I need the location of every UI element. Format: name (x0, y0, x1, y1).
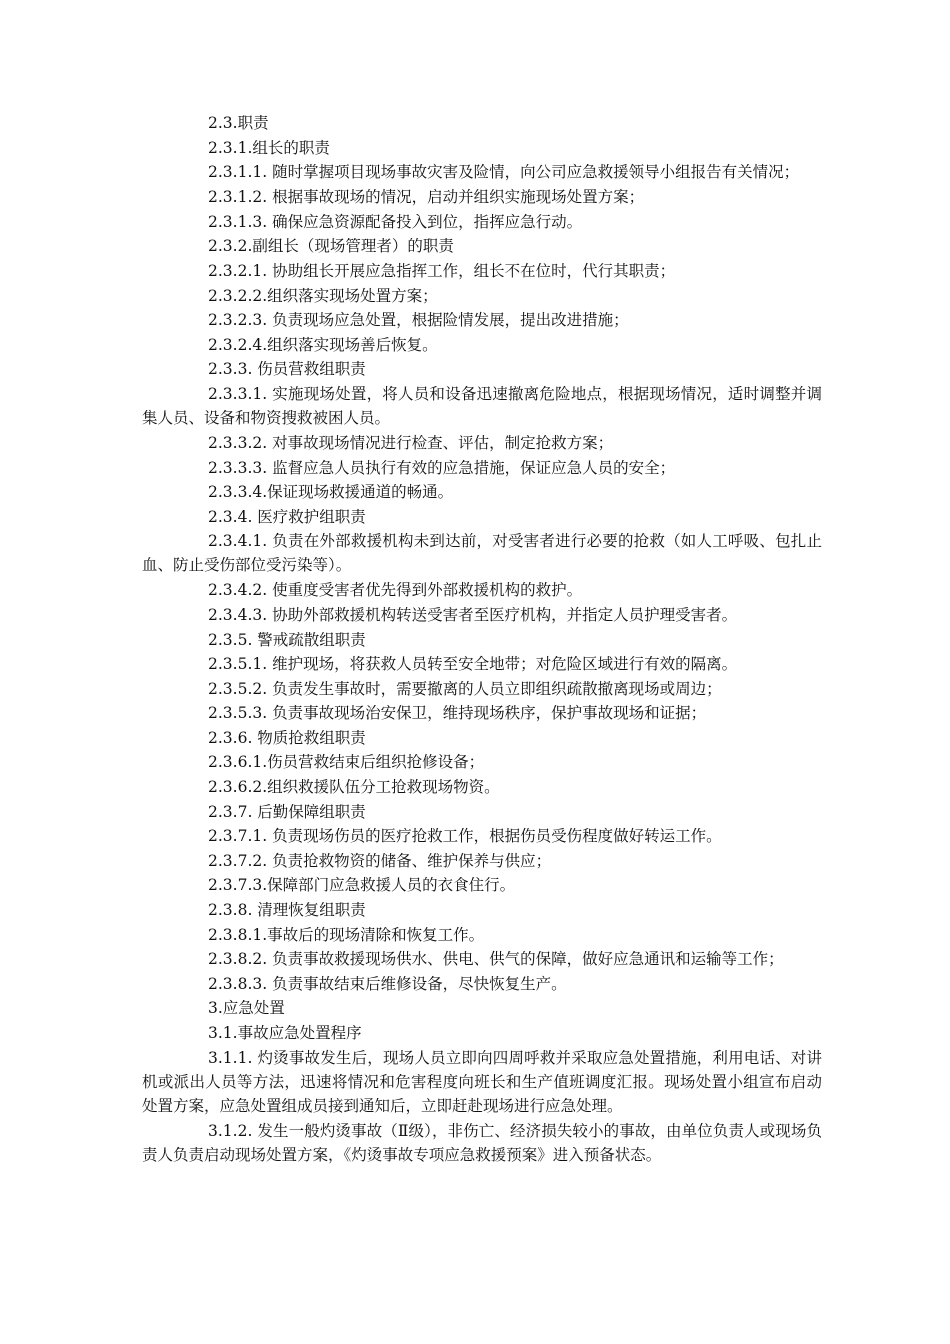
subsection-heading-2-3-6: 2.3.6. 物质抢救组职责 (208, 728, 366, 747)
paragraph-2-3-1-3: 2.3.1.3. 确保应急资源配备投入到位，指挥应急行动。 (208, 212, 583, 231)
subsection-heading-2-3-8: 2.3.8. 清理恢复组职责 (208, 901, 366, 920)
paragraph-2-3-2-1: 2.3.2.1. 协助组长开展应急指挥工作，组长不在位时，代行其职责； (208, 261, 676, 280)
paragraph-2-3-7-1: 2.3.7.1. 负责现场伤员的医疗抢救工作，根据伤员受伤程度做好转运工作。 (208, 827, 722, 846)
paragraph-2-3-4-1: 2.3.4.1. 负责在外部救援机构未到达前，对受害者进行必要的抢救（如人工呼吸、包扎止血、防止受伤部位受污染等）。 (142, 532, 822, 575)
paragraph-2-3-1-1: 2.3.1.1. 随时掌握项目现场事故灾害及险情，向公司应急救援领导小组报告有关情况； (208, 163, 800, 182)
paragraph-3-1-2: 3.1.2. 发生一般灼烫事故（Ⅱ级），非伤亡、经济损失较小的事故，由单位负责人或现场负责人负责启动现场处置方案，《灼烫事故专项应急救援预案》进入预备状态。 (142, 1121, 822, 1164)
subsection-heading-2-3-3: 2.3.3. 伤员营救组职责 (208, 360, 366, 379)
paragraph-2-3-3-2: 2.3.3.2. 对事故现场情况进行检查、评估，制定抢救方案； (208, 433, 614, 452)
paragraph-2-3-5-3: 2.3.5.3. 负责事故现场治安保卫，维持现场秩序，保护事故现场和证据； (208, 704, 707, 723)
paragraph-2-3-3-3: 2.3.3.3. 监督应急人员执行有效的应急措施，保证应急人员的安全； (208, 458, 676, 477)
paragraph-2-3-5-2: 2.3.5.2. 负责发生事故时，需要撤离的人员立即组织疏散撤离现场或周边； (208, 679, 722, 698)
paragraph-2-3-7-2: 2.3.7.2. 负责抢救物资的储备、维护保养与供应； (208, 851, 552, 870)
subsection-heading-3-1: 3.1.事故应急处置程序 (208, 1024, 362, 1042)
subsection-heading-2-3-1: 2.3.1.组长的职责 (208, 138, 330, 157)
section-heading-2-3: 2.3.职责 (208, 114, 269, 132)
subsection-heading-2-3-2: 2.3.2.副组长（现场管理者）的职责 (208, 237, 454, 256)
paragraph-2-3-1-2: 2.3.1.2. 根据事故现场的情况，启动并组织实施现场处置方案； (208, 188, 645, 207)
paragraph-2-3-8-3: 2.3.8.3. 负责事故结束后维修设备，尽快恢复生产。 (208, 974, 567, 993)
paragraph-2-3-8-2: 2.3.8.2. 负责事故救援现场供水、供电、供气的保障，做好应急通讯和运输等工作； (208, 950, 784, 969)
subsection-heading-2-3-4: 2.3.4. 医疗救护组职责 (208, 507, 366, 526)
paragraph-2-3-8-1: 2.3.8.1.事故后的现场清除和恢复工作。 (208, 925, 485, 944)
paragraph-2-3-6-1: 2.3.6.1.伤员营救结束后组织抢修设备； (208, 753, 485, 772)
paragraph-2-3-2-3: 2.3.2.3. 负责现场应急处置，根据险情发展，提出改进措施； (208, 311, 629, 330)
subsection-heading-2-3-7: 2.3.7. 后勤保障组职责 (208, 802, 366, 821)
paragraph-3-1-1: 3.1.1. 灼烫事故发生后，现场人员立即向四周呼救并采取应急处置措施，利用电话、对讲机或派出人员等方法，迅速将情况和危害程度向班长和生产值班调度汇报。现场处置小组宣布启动处置方案，应急处置组成员接到通知后，立即赶赴现场进行应急处理。 (142, 1048, 822, 1115)
paragraph-2-3-2-2: 2.3.2.2.组织落实现场处置方案； (208, 286, 438, 305)
paragraph-2-3-4-2: 2.3.4.2. 使重度受害者优先得到外部救援机构的救护。 (208, 581, 583, 600)
paragraph-2-3-3-1: 2.3.3.1. 实施现场处置，将人员和设备迅速撤离危险地点，根据现场情况，适时调整并调集人员、设备和物资搜救被困人员。 (142, 384, 822, 427)
paragraph-2-3-3-4: 2.3.3.4.保证现场救援通道的畅通。 (208, 483, 454, 502)
subsection-heading-2-3-5: 2.3.5. 警戒疏散组职责 (208, 630, 366, 649)
paragraph-2-3-4-3: 2.3.4.3. 协助外部救援机构转送受害者至医疗机构，并指定人员护理受害者。 (208, 605, 738, 624)
document-body (142, 111, 822, 1167)
paragraph-2-3-2-4: 2.3.2.4.组织落实现场善后恢复。 (208, 335, 438, 354)
paragraph-2-3-5-1: 2.3.5.1. 维护现场，将获救人员转至安全地带；对危险区域进行有效的隔离。 (208, 655, 738, 674)
paragraph-2-3-6-2: 2.3.6.2.组织救援队伍分工抢救现场物资。 (208, 778, 500, 797)
section-heading-3: 3.应急处置 (208, 999, 285, 1018)
paragraph-2-3-7-3: 2.3.7.3.保障部门应急救援人员的衣食住行。 (208, 876, 516, 895)
